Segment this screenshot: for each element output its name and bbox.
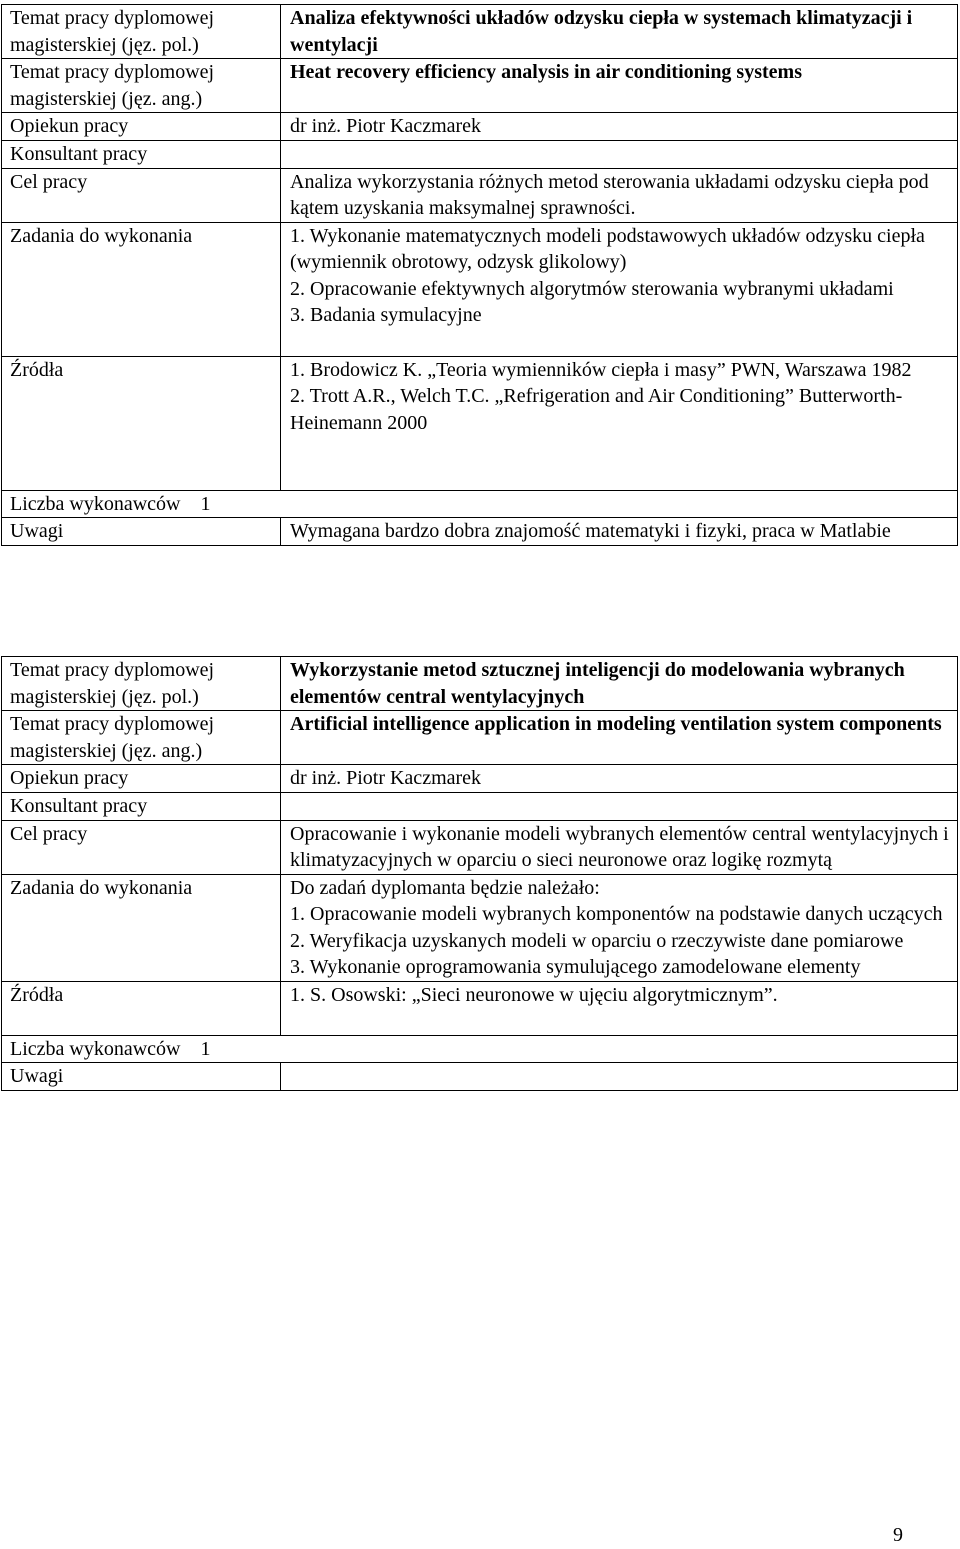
row-count xyxy=(2,490,958,518)
label-tasks: Zadania do wykonania xyxy=(2,222,281,356)
count-label: Liczba wykonawców xyxy=(10,1037,181,1060)
value-remarks: Wymagana bardzo dobra znajomość matematyki i fizyki, praca w Matlabie xyxy=(281,518,958,546)
value-remarks xyxy=(281,1063,958,1091)
value-topic-en: Heat recovery efficiency analysis in air conditioning systems xyxy=(281,59,958,113)
source-item: 2. Trott A.R., Welch T.C. „Refrigeration and Air Conditioning” Butterworth-Heinemann 2000 xyxy=(290,385,903,434)
value-tasks xyxy=(281,874,958,981)
row-supervisor xyxy=(2,113,958,141)
row-topic-pl xyxy=(2,5,958,59)
value-tasks xyxy=(281,222,958,356)
count-value: 1 xyxy=(200,1037,211,1060)
row-sources xyxy=(2,356,958,490)
row-sources xyxy=(2,981,958,1035)
thesis-table-2 xyxy=(1,656,958,1091)
value-topic-pl: Analiza efektywności układów odzysku ciepła w systemach klimatyzacji i wentylacji xyxy=(281,5,958,59)
row-tasks xyxy=(2,874,958,981)
row-remarks xyxy=(2,1063,958,1091)
label-count xyxy=(2,1035,958,1063)
value-sources xyxy=(281,981,958,1035)
value-topic-en: Artificial intelligence application in modeling ventilation system components xyxy=(281,711,958,765)
thesis-table-1 xyxy=(1,4,958,546)
label-remarks: Uwagi xyxy=(2,1063,281,1091)
row-aim xyxy=(2,168,958,222)
label-count xyxy=(2,490,958,518)
task-item: 3. Wykonanie oprogramowania symulującego zamodelowane elementy xyxy=(290,956,861,978)
label-topic-pl: Temat pracy dyplomowej magisterskiej (jęz. pol.) xyxy=(2,657,281,711)
label-remarks: Uwagi xyxy=(2,518,281,546)
label-topic-en: Temat pracy dyplomowej magisterskiej (jęz. ang.) xyxy=(2,59,281,113)
row-topic-en xyxy=(2,711,958,765)
task-item: 3. Badania symulacyjne xyxy=(290,304,482,326)
task-item: 1. Wykonanie matematycznych modeli podstawowych układów odzysku ciepła (wymiennik obrotowy, odzysk glikolowy) xyxy=(290,224,925,273)
label-consultant: Konsultant pracy xyxy=(2,140,281,168)
label-supervisor: Opiekun pracy xyxy=(2,113,281,141)
task-item: 1. Opracowanie modeli wybranych komponentów na podstawie danych uczących xyxy=(290,903,943,925)
count-value: 1 xyxy=(200,492,211,515)
label-topic-en: Temat pracy dyplomowej magisterskiej (jęz. ang.) xyxy=(2,711,281,765)
label-sources: Źródła xyxy=(2,356,281,490)
label-sources: Źródła xyxy=(2,981,281,1035)
row-topic-en xyxy=(2,59,958,113)
label-aim: Cel pracy xyxy=(2,820,281,874)
row-consultant xyxy=(2,792,958,820)
row-count xyxy=(2,1035,958,1063)
label-aim: Cel pracy xyxy=(2,168,281,222)
label-topic-pl: Temat pracy dyplomowej magisterskiej (jęz. pol.) xyxy=(2,5,281,59)
source-item: 1. Brodowicz K. „Teoria wymienników ciepła i masy” PWN, Warszawa 1982 xyxy=(290,358,912,381)
page-number: 9 xyxy=(893,1524,903,1546)
row-supervisor xyxy=(2,765,958,793)
value-consultant xyxy=(281,140,958,168)
source-item: 1. S. Osowski: „Sieci neuronowe w ujęciu algorytmicznym”. xyxy=(290,983,778,1006)
value-supervisor: dr inż. Piotr Kaczmarek xyxy=(281,113,958,141)
tasks-intro: Do zadań dyplomanta będzie należało: xyxy=(290,876,600,899)
row-remarks xyxy=(2,518,958,546)
value-sources xyxy=(281,356,958,490)
row-consultant xyxy=(2,140,958,168)
value-consultant xyxy=(281,792,958,820)
value-aim: Opracowanie i wykonanie modeli wybranych elementów central wentylacyjnych i klimatyzacyjnych w oparciu o sieci neuronowe oraz logikę rozmytą xyxy=(281,820,958,874)
row-topic-pl xyxy=(2,657,958,711)
count-label: Liczba wykonawców xyxy=(10,492,181,515)
value-topic-pl: Wykorzystanie metod sztucznej inteligencji do modelowania wybranych elementów central wentylacyjnych xyxy=(281,657,958,711)
row-tasks xyxy=(2,222,958,356)
row-aim xyxy=(2,820,958,874)
task-item: 2. Opracowanie efektywnych algorytmów sterowania wybranymi układami xyxy=(290,277,894,300)
label-consultant: Konsultant pracy xyxy=(2,792,281,820)
value-aim: Analiza wykorzystania różnych metod sterowania układami odzysku ciepła pod kątem uzyskania maksymalnej sprawności. xyxy=(281,168,958,222)
label-tasks: Zadania do wykonania xyxy=(2,874,281,981)
task-item: 2. Weryfikacja uzyskanych modeli w oparciu o rzeczywiste dane pomiarowe xyxy=(290,929,904,952)
label-supervisor: Opiekun pracy xyxy=(2,765,281,793)
value-supervisor: dr inż. Piotr Kaczmarek xyxy=(281,765,958,793)
